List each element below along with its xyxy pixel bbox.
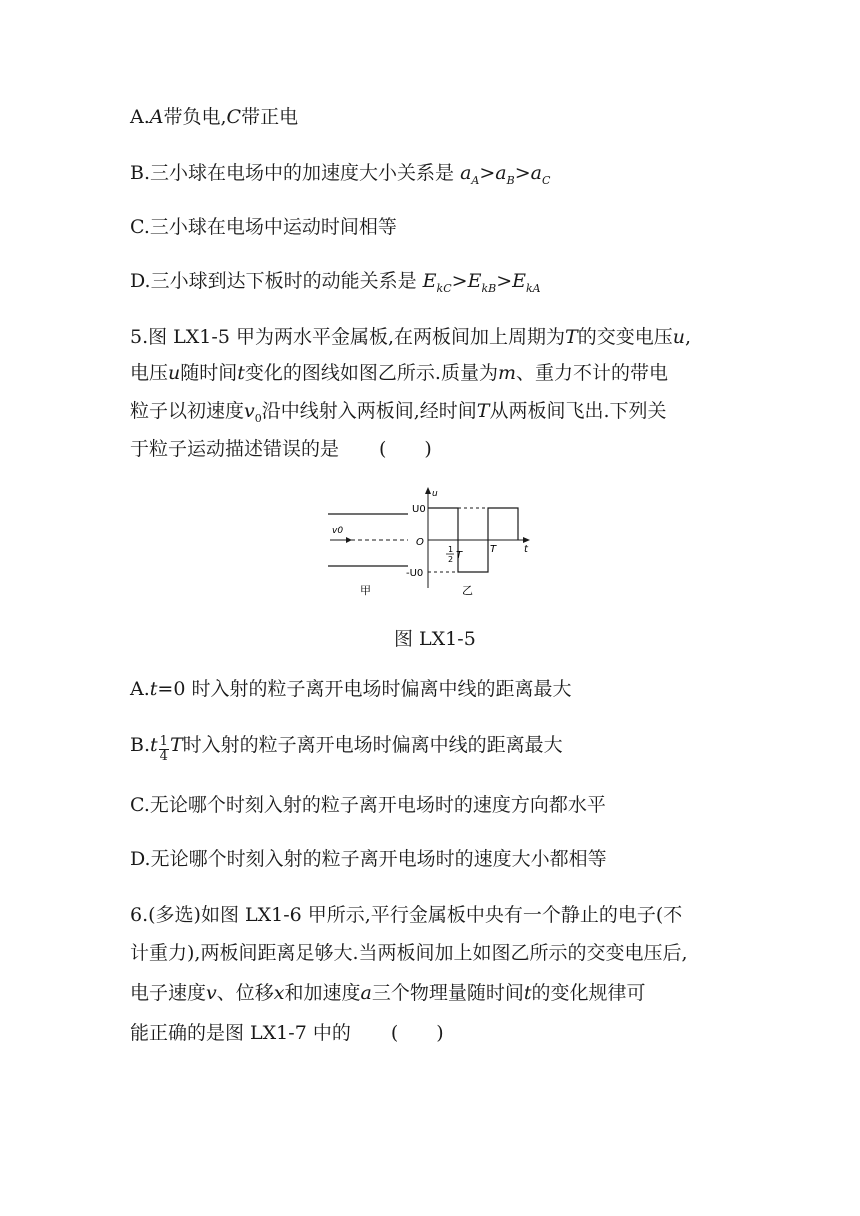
var-m: m [497, 362, 516, 384]
gt-sign: > [496, 270, 513, 292]
var-a: a [530, 162, 542, 184]
gt-sign: > [479, 162, 496, 184]
var-t-period: T [476, 400, 490, 422]
ball-c: C [226, 106, 242, 128]
option-prefix: B. [130, 162, 151, 184]
q6-stem-line1 [130, 902, 682, 928]
option-text: 带正电 [241, 106, 299, 128]
gt-sign: > [514, 162, 531, 184]
q5-stem-line4 [130, 436, 432, 462]
answer-blank: ( ) [390, 1022, 444, 1044]
t-axis-arrow-icon [523, 537, 530, 543]
ball-a: A [149, 106, 164, 128]
u0-label: U0 [412, 504, 426, 515]
text: 能正确的是图 LX1-7 中的 [130, 1022, 351, 1044]
text: 和加速度 [284, 982, 361, 1004]
option-text: 三小球到达下板时的动能关系是 [150, 270, 417, 292]
text: 粒子以初速度 [130, 400, 245, 422]
q6-stem-line4 [130, 1020, 444, 1046]
var-e: E [422, 270, 437, 292]
answer-blank: ( ) [379, 438, 432, 460]
fraction-denominator: 4 [159, 749, 168, 764]
q5-option-d [130, 846, 607, 872]
option-text: 无论哪个时刻入射的粒子离开电场时的速度大小都相等 [150, 848, 607, 870]
var-a: a [360, 982, 372, 1004]
text: 的变化规律可 [531, 982, 646, 1004]
option-text: 三小球在电场中的加速度大小关系是 [150, 162, 455, 184]
var-t-period: T [565, 326, 578, 348]
var-a: a [460, 162, 472, 184]
option-text: 带负电, [163, 106, 227, 128]
v0-label: v0 [332, 526, 344, 536]
option-text: =0 时入射的粒子离开电场时偏离中线的距离最大 [157, 678, 572, 700]
option-text: 无论哪个时刻入射的粒子离开电场时的速度方向都水平 [149, 794, 606, 816]
text: 变化的图线如图乙所示.质量为 [244, 362, 498, 384]
figure-caption: 图 LX1-5 [394, 628, 476, 650]
t-period-label: T [490, 544, 497, 555]
option-text: 三小球在电场中运动时间相等 [149, 216, 397, 238]
half-t-numerator: 1 [448, 545, 454, 554]
q4-option-b [130, 160, 550, 194]
text: 、重力不计的带电 [516, 362, 669, 384]
q5-stem-line2 [130, 360, 668, 386]
var-v: v [206, 982, 217, 1004]
var-x: x [273, 982, 285, 1004]
text: 三个物理量随时间 [371, 982, 524, 1004]
text: 沿中线射入两板间,经时间 [261, 400, 477, 422]
option-prefix: B. [130, 734, 151, 756]
subscript: A [471, 174, 480, 187]
arrow-head-icon [346, 537, 352, 543]
var-t-period: T [169, 734, 183, 756]
var-e: E [512, 270, 526, 292]
text: 、位移 [216, 982, 274, 1004]
var-t: t [150, 734, 158, 756]
half-t-label: T [456, 550, 463, 561]
gt-sign: > [451, 270, 468, 292]
q6-stem-line3 [130, 980, 646, 1006]
q5-option-a [130, 676, 571, 702]
subscript: kA [525, 282, 541, 295]
text: 于粒子运动描述错误的是 [130, 438, 340, 460]
q4-option-d [130, 268, 541, 302]
subscript: 0 [254, 412, 262, 425]
subscript: B [506, 174, 515, 187]
subscript: C [541, 174, 551, 187]
text: 电压 [130, 362, 169, 384]
option-text: 时入射的粒子离开电场时偏离中线的距离最大 [182, 734, 563, 756]
text: 随时间 [180, 362, 238, 384]
figure-lx1-5 [318, 484, 538, 600]
var-v: v [244, 400, 255, 422]
q4-option-a [130, 104, 298, 130]
option-prefix: D. [130, 270, 151, 292]
label-yi: 乙 [462, 584, 473, 597]
subscript: kC [436, 282, 452, 295]
q4-option-c [130, 214, 397, 240]
u-axis-arrow-icon [425, 487, 431, 494]
q6-stem-line2 [130, 940, 688, 966]
var-e: E [467, 270, 482, 292]
option-prefix: A. [130, 678, 150, 700]
var-a: a [495, 162, 507, 184]
option-prefix: C. [130, 216, 150, 238]
option-prefix: D. [130, 848, 151, 870]
text: 从两板间飞出.下列关 [489, 400, 667, 422]
var-t: t [149, 678, 158, 700]
var-t: t [237, 362, 245, 384]
half-t-denominator: 2 [448, 555, 454, 564]
text: 5.图 LX1-5 甲为两水平金属板,在两板间加上周期为 [130, 326, 565, 348]
option-prefix: A. [130, 106, 150, 128]
q5-stem-line1 [130, 324, 691, 350]
option-prefix: C. [130, 794, 150, 816]
q5-option-b [130, 732, 563, 764]
q5-stem-line3 [130, 398, 667, 432]
var-u: u [168, 362, 181, 384]
text: 计重力),两板间距离足够大.当两板间加上如图乙所示的交变电压后, [130, 942, 688, 964]
var-u: u [672, 326, 685, 348]
q5-option-c [130, 792, 606, 818]
var-t: t [523, 982, 532, 1004]
label-jia: 甲 [360, 584, 371, 597]
text: 的交变电压 [577, 326, 673, 348]
text: , [684, 326, 691, 348]
origin-label: O [416, 537, 424, 548]
text: 6.(多选)如图 LX1-6 甲所示,平行金属板中央有一个静止的电子(不 [130, 904, 683, 926]
text: 电子速度 [130, 982, 207, 1004]
fraction-quarter [159, 735, 169, 764]
subscript: kB [481, 282, 497, 295]
neg-u0-label: -U0 [406, 568, 424, 579]
t-axis-label: t [524, 544, 528, 555]
fraction-numerator: 1 [159, 734, 168, 749]
u-axis-label: u [432, 489, 438, 499]
